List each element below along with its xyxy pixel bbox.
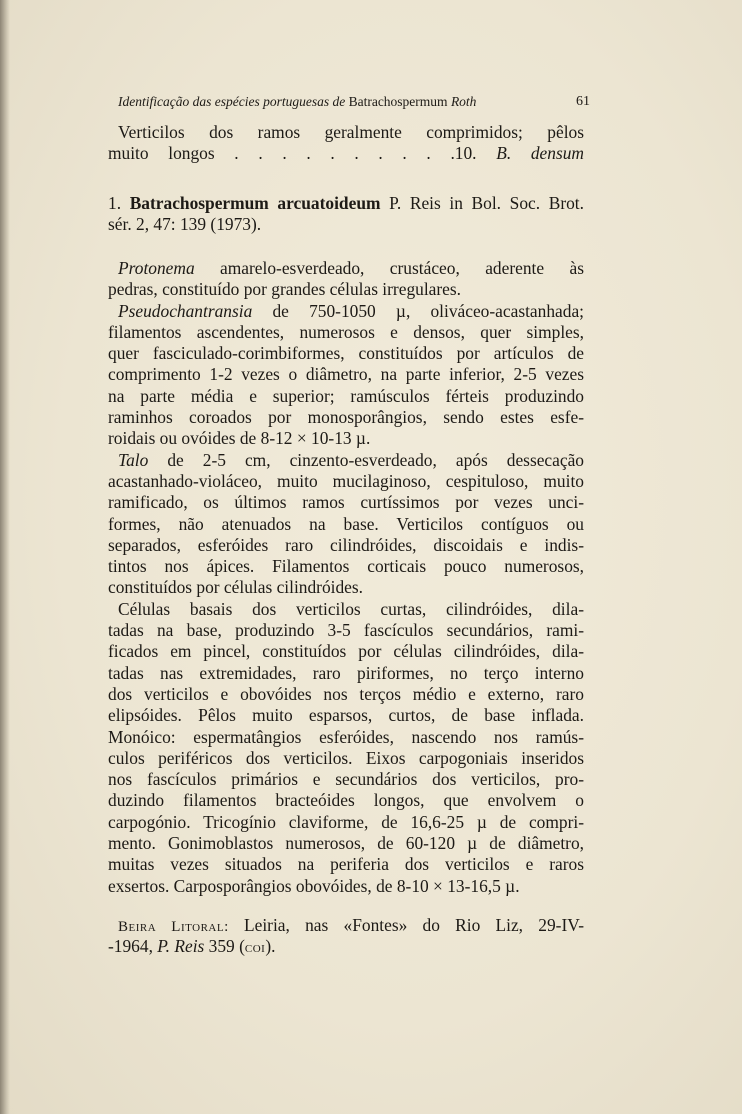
text-line: tadas nas extremidades, raro piriformes, no terço interno (108, 662, 584, 683)
species-line: 1. Batrachospermum arcuatoideum P. Reis in Bol. Soc. Brot. (108, 193, 584, 213)
text-line: tintos nos ápices. Filamentos corticais pouco numerosos, (108, 556, 584, 577)
text-line: quer fasciculado-corimbiformes, constituídos por artículos de (108, 343, 584, 364)
text-line: constituídos por células cilindróides. (108, 577, 364, 598)
species-heading (108, 193, 584, 236)
text-line: Talo de 2-5 cm, cinzento-esverdeado, após dessecação (118, 449, 584, 470)
page-number: 61 (576, 94, 590, 109)
species-number: 1. (108, 193, 122, 213)
text-line: tadas na base, produzindo 3-5 fascículos secundários, rami- (108, 620, 584, 641)
text-line: elipsóides. Pêlos muito esparsos, curtos, de base inflada. (108, 705, 584, 726)
text-line: Pseudochantransia de 750-1050 µ, oliváceo-acastanhada; (118, 300, 584, 321)
text-line: ficados em pincel, constituídos por células cilindróides, dila- (108, 641, 584, 662)
species-name: Batrachospermum arcuatoideum (129, 193, 381, 213)
key-entry (108, 122, 584, 165)
species-description (108, 258, 584, 897)
text-line: carpogónio. Tricogínio claviforme, de 16,6-25 µ de compri- (108, 811, 584, 832)
running-header (118, 94, 590, 110)
text-line: exsertos. Carposporângios obovóides, de 8-10 × 13-16,5 µ. (108, 875, 520, 896)
region-label: Beira Litoral: (118, 919, 229, 935)
text-line: ramificado, os últimos ramos curtíssimos por vezes unci- (108, 492, 584, 513)
text-line: Monóico: espermatângios esferóides, nascendo nos ramús- (108, 726, 584, 747)
species-citation: sér. 2, 47: 139 (1973). (108, 214, 262, 235)
text-line: na parte média e superior; ramúsculos férteis produzindo (108, 385, 584, 406)
text-line: Protonema amarelo-esverdeado, crustáceo, aderente às (118, 258, 584, 278)
key-line: muito longos . . . . . . . . . .10. B. densum (108, 143, 584, 164)
text-line: culos periféricos dos verticilos. Eixos carpogoniais inseridos (108, 747, 584, 768)
text-line: nos fascículos primários e secundários dos verticilos, pro- (108, 769, 584, 790)
text-line: muitas vezes situados na periferia dos verticilos e raros (108, 854, 584, 875)
text-line: dos verticilos e obovóides nos terços médio e externo, raro (108, 683, 584, 704)
collector-name: P. Reis (157, 936, 205, 957)
text-line: pedras, constituído por grandes células irregulares. (108, 279, 462, 300)
text-line: formes, não atenuados na base. Verticilos contíguos ou (108, 513, 584, 534)
text-line: mento. Gonimoblastos numerosos, de 60-120 µ de diâmetro, (108, 833, 584, 854)
text-line: Células basais dos verticilos curtas, cilindróides, dila- (118, 598, 584, 619)
herbarium-code: coi (244, 940, 266, 957)
text-line: roidais ou ovóides de 8-12 × 10-13 µ. (108, 428, 371, 449)
text-line: duzindo filamentos bracteóides longos, que envolvem o (108, 790, 584, 811)
text-line: separados, esferóides raro cilindróides, discoidais e indis- (108, 534, 584, 555)
text-line: filamentos ascendentes, numerosos e densos, quer simples, (108, 321, 584, 342)
text-line: raminhos coroados por monosporângios, sendo estes esfe- (108, 407, 584, 428)
running-title: Identificação das espécies portuguesas de Batrachospermum Roth (118, 94, 477, 109)
locality-record (108, 915, 584, 958)
locality-line: -1964, P. Reis 359 (coi). (108, 936, 276, 957)
locality-line: Beira Litoral: Leiria, nas «Fontes» do Rio Liz, 29-IV- (118, 915, 584, 935)
key-line: Verticilos dos ramos geralmente comprimidos; pêlos (118, 122, 584, 142)
text-line: comprimento 1-2 vezes o diâmetro, na parte inferior, 2-5 vezes (108, 364, 584, 385)
text-line: acastanhado-violáceo, muito mucilaginoso, cespituloso, muito (108, 470, 584, 491)
page-edge-shadow (0, 0, 10, 1114)
